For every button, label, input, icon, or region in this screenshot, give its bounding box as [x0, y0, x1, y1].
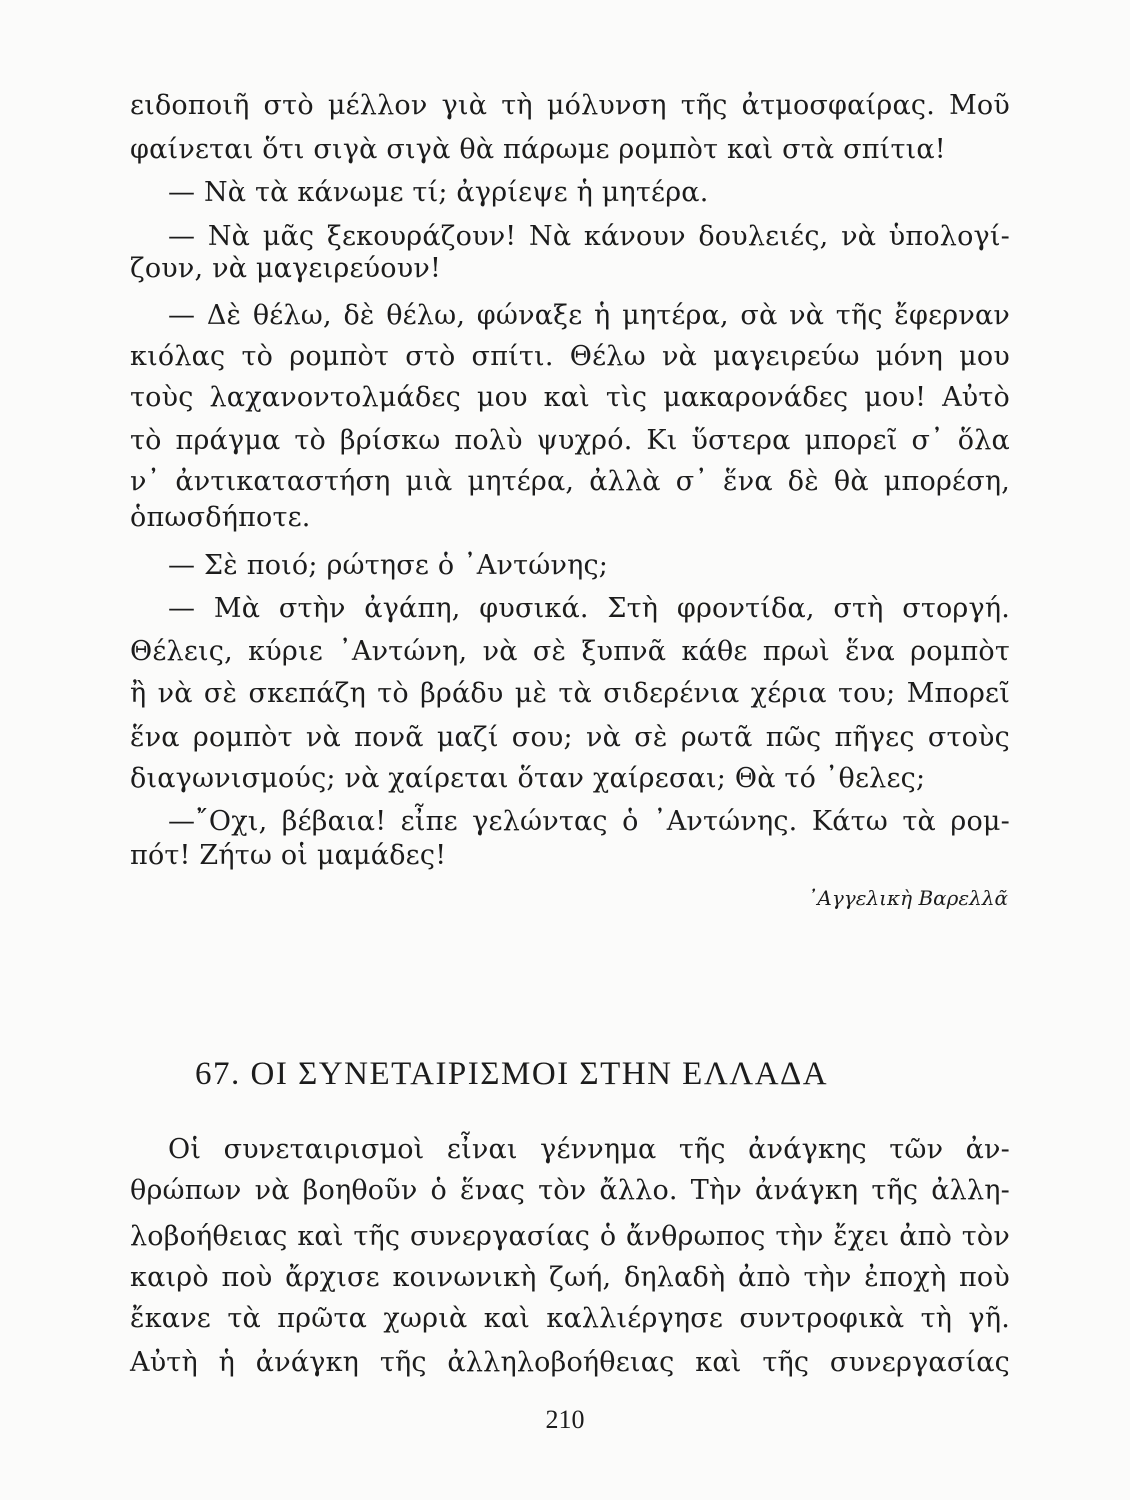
story-line: —῎Οχι, βέβαια! εἶπε γελώντας ὁ ᾽Αντώνης. Κάτω τὰ ρομ- [168, 806, 1010, 837]
story-line: Θέλεις, κύριε ᾽Αντώνη, νὰ σὲ ξυπνᾶ κάθε πρωὶ ἕνα ρομπὸτ [130, 636, 1010, 667]
story-line: — Σὲ ποιό; ρώτησε ὁ ᾽Αντώνης; [168, 550, 609, 581]
story-line: φαίνεται ὅτι σιγὰ σιγὰ θὰ πάρωμε ρομπὸτ καὶ στὰ σπίτια! [130, 134, 946, 165]
story-line: κιόλας τὸ ρομπὸτ στὸ σπίτι. Θέλω νὰ μαγειρεύω μόνη μου [130, 341, 1010, 372]
story-line: τοὺς λαχανοντολμάδες μου καὶ τὶς μακαρονάδες μου! Αὐτὸ [130, 382, 1010, 413]
section-line: θρώπων νὰ βοηθοῦν ὁ ἕνας τὸν ἄλλο. Τὴν ἀνάγκη τῆς ἀλλη- [130, 1175, 1010, 1206]
story-line: — Νὰ τὰ κάνωμε τί; ἀγρίεψε ἡ μητέρα. [168, 177, 709, 208]
story-line: — Δὲ θέλω, δὲ θέλω, φώναξε ἡ μητέρα, σὰ νὰ τῆς ἔφερναν [168, 300, 1010, 331]
story-line: — Μὰ στὴν ἀγάπη, φυσικά. Στὴ φροντίδα, στὴ στοργή. [168, 593, 1010, 624]
story-line: ζουν, νὰ μαγειρεύουν! [130, 253, 442, 284]
story-line: — Νὰ μᾶς ξεκουράζουν! Νὰ κάνουν δουλειές, νὰ ὑπολογί- [168, 221, 1010, 252]
story-line: πότ! Ζήτω οἱ μαμάδες! [130, 840, 447, 871]
author-signature: ᾽Αγγελικὴ Βαρελλᾶ [807, 886, 1008, 910]
story-line: ὁπωσδήποτε. [130, 502, 311, 533]
section-line: καιρὸ ποὺ ἄρχισε κοινωνικὴ ζωή, δηλαδὴ ἀπὸ τὴν ἐποχὴ ποὺ [130, 1262, 1010, 1293]
story-line: τὸ πράγμα τὸ βρίσκω πολὺ ψυχρό. Κι ὕστερα μπορεῖ σ᾽ ὅλα [130, 425, 1010, 456]
story-line: ἕνα ρομπὸτ νὰ πονᾶ μαζί σου; νὰ σὲ ρωτᾶ πῶς πῆγες στοὺς [130, 722, 1010, 753]
story-line: ν᾽ ἀντικαταστήση μιὰ μητέρα, ἀλλὰ σ᾽ ἕνα δὲ θὰ μπορέση, [130, 466, 1010, 497]
section-line: λοβοήθειας καὶ τῆς συνεργασίας ὁ ἄνθρωπος τὴν ἔχει ἀπὸ τὸν [130, 1221, 1010, 1252]
page-number: 210 [545, 1405, 585, 1434]
story-line: ειδοποιῆ στὸ μέλλον γιὰ τὴ μόλυνση τῆς ἀτμοσφαίρας. Μοῦ [130, 90, 1010, 121]
section-line: ἔκανε τὰ πρῶτα χωριὰ καὶ καλλιέργησε συντροφικὰ τὴ γῆ. [130, 1303, 1010, 1334]
story-line: ἢ νὰ σὲ σκεπάζη τὸ βράδυ μὲ τὰ σιδερένια χέρια του; Μπορεῖ [130, 678, 1010, 709]
section-heading: 67. ΟΙ ΣΥΝΕΤΑΙΡΙΣΜΟΙ ΣΤΗΝ ΕΛΛΑΔΑ [195, 1056, 829, 1092]
section-line: Αὐτὴ ἡ ἀνάγκη τῆς ἀλληλοβοήθειας καὶ τῆς συνεργασίας [130, 1347, 1010, 1378]
story-line: διαγωνισμούς; νὰ χαίρεται ὅταν χαίρεσαι; Θὰ τό ᾽θελες; [130, 763, 926, 794]
section-line: Οἱ συνεταιρισμοὶ εἶναι γέννημα τῆς ἀνάγκης τῶν ἀν- [168, 1134, 1010, 1165]
